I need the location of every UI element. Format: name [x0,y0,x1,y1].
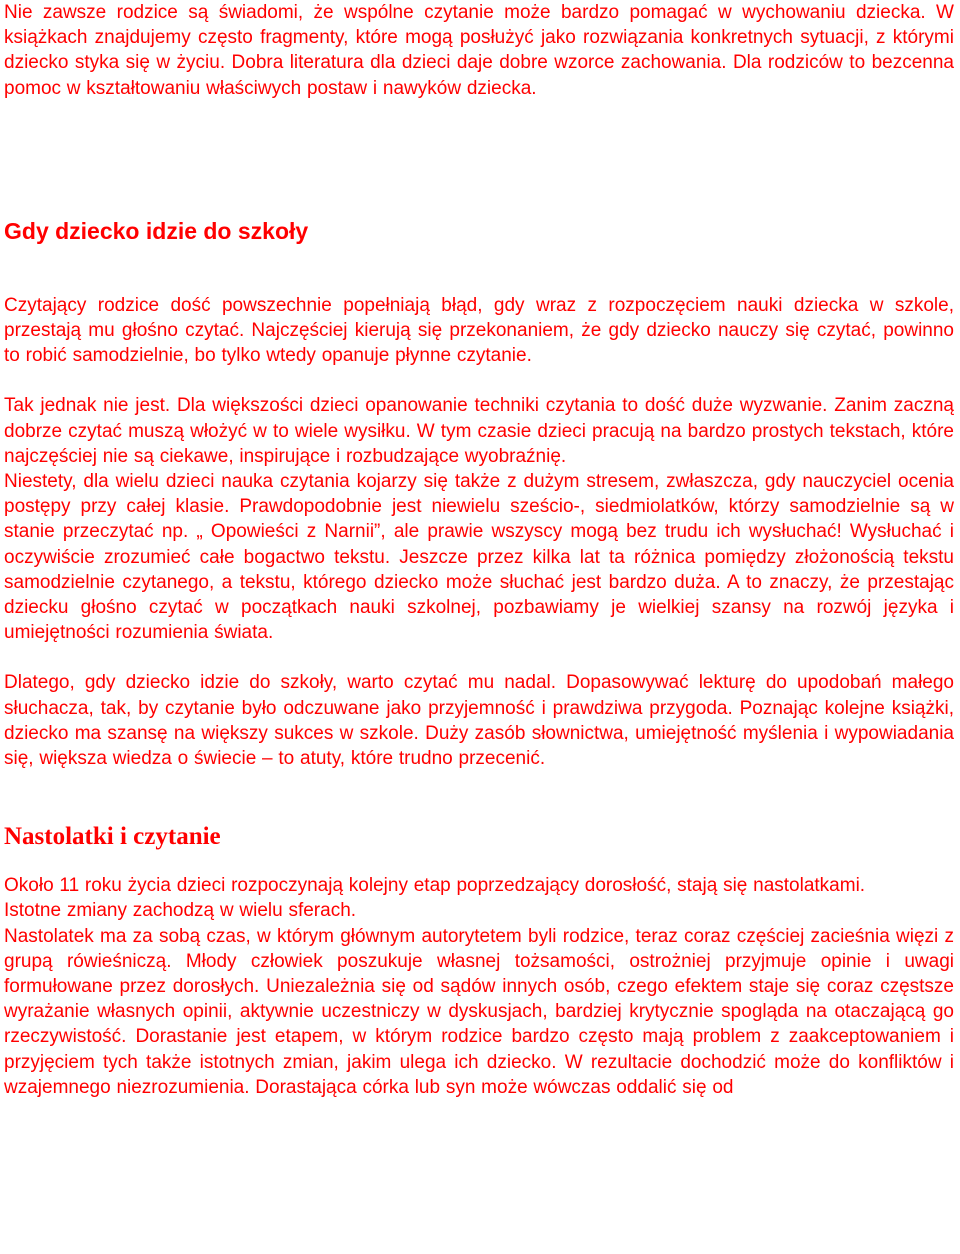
teens-paragraph-3: Nastolatek ma za sobą czas, w którym głównym autorytetem byli rodzice, teraz coraz częściej zacieśnia więzi z grupą rówieśniczą. Młody człowiek poszukuje własnej tożsamości, ostrożniej przyjmuje opinie i uwagi formułowane przez dorosłych. Uniezależnia się od sądów innych osób, czego efektem staje się coraz częstsze wyrażanie własnych opinii, aktywnie uczestniczy w dyskusjach, bardziej krytycznie spogląda na otaczającą go rzeczywistość. Dorastanie jest etapem, w którym rodzice bardzo często mają problem z zaakceptowaniem i przyjęciem tych także istotnych zmian, jakim ulega ich dziecko. W rezultacie dochodzić może do konfliktów i wzajemnego niezrozumienia. Dorastająca córka lub syn może wówczas oddalić się od [4,925,954,1098]
school-paragraph-2: Tak jednak nie jest. Dla większości dzieci opanowanie techniki czytania to dość duże wyzwanie. Zanim zaczną dobrze czytać muszą włożyć w to wiele wysiłku. W tym czasie dzieci pracują na bardzo prostych tekstach, które najczęściej nie są ciekawe, inspirujące i rozbudzające wyobraźnię. [4,395,954,467]
document-page [4,0,954,1100]
school-paragraph-4: Dlatego, gdy dziecko idzie do szkoły, warto czytać mu nadal. Dopasowywać lekturę do upodobań małego słuchacza, tak, by czytanie było odczuwane jako przyjemność i prawdziwa przygoda. Poznając kolejne książki, dziecko ma szansę na większy sukces w szkole. Duży zasób słownictwa, umiejętność myślenia i wypowiadania się, większa wiedza o świecie – to atuty, które trudno przecenić. [4,672,954,770]
spacer [4,101,954,216]
section-heading-school: Gdy dziecko idzie do szkoły [4,217,309,244]
spacer [4,368,954,393]
spacer [4,852,954,873]
spacer [4,645,954,670]
spacer [4,246,954,293]
school-paragraph-1: Czytający rodzice dość powszechnie popełniają błąd, gdy wraz z rozpoczęciem nauki dziecka w szkole, przestają mu głośno czytać. Najczęściej kierują się przekonaniem, że gdy dziecko nauczy się czytać, powinno to robić samodzielnie, bo tylko wtedy opanuje płynne czytanie. [4,294,954,367]
intro-paragraph: Nie zawsze rodzice są świadomi, że wspólne czytanie może bardzo pomagać w wychowaniu dziecka. W książkach znajdujemy często fragmenty, które mogą posłużyć jako rozwiązania konkretnych sytuacji, z którymi dziecko styka się w życiu. Dobra literatura dla dzieci daje dobre wzorce zachowania. Dla rodziców to bezcenna pomoc w kształtowaniu właściwych postaw i nawyków dziecka. [4,2,954,99]
teens-paragraph-1: Około 11 roku życia dzieci rozpoczynają kolejny etap poprzedzający dorosłość, stają się nastolatkami. [4,875,866,897]
school-paragraph-3: Niestety, dla wielu dzieci nauka czytania kojarzy się także z dużym stresem, zwłaszcza, gdy nauczyciel ocenia postępy przy całej klasie. Prawdopodobnie jest niewielu sześcio-, siedmiolatków, którzy samodzielnie są w stanie przeczytać np. „ Opowieści z Narnii”, ale prawie wszyscy mogą bez trudu ich wysłuchać! Wysłuchać i oczywiście zrozumieć całe bogactwo tekstu. Jeszcze przez kilka lat ta różnica pomiędzy złożonością tekstu samodzielnie czytanego, a tekstu, którego dziecko może słuchać jest bardzo duża. A to znaczy, że przestając dziecku głośno czytać w początkach nauki szkolnej, pozbawiamy je wielkiej szansy na rozwój języka i umiejętności rozumienia świata. [4,471,954,644]
section-heading-teens: Nastolatki i czytanie [4,823,221,851]
spacer [4,771,954,822]
teens-paragraph-2: Istotne zmiany zachodzą w wielu sferach. [4,900,357,922]
